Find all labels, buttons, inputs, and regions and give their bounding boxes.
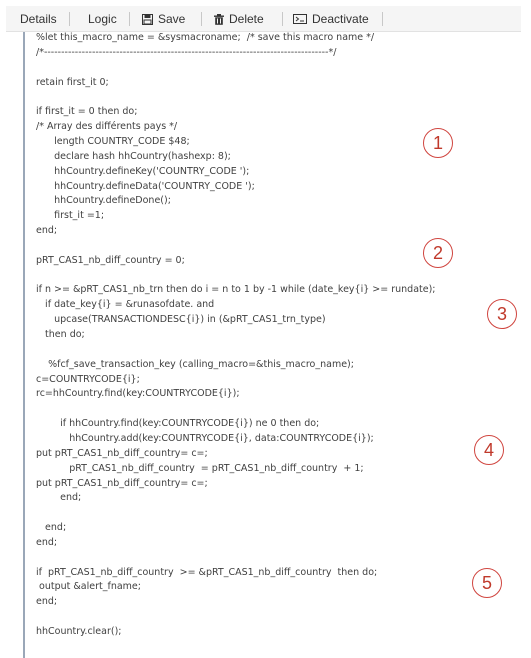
code-line: /*-----------------------------------------------------------------------------------*/	[36, 46, 337, 58]
code-line: put pRT_CAS1_nb_diff_country= c=;	[36, 477, 208, 489]
code-line: declare hash hhCountry(hashexp: 8);	[36, 150, 231, 162]
code-line: hhCountry.clear();	[36, 626, 122, 637]
code-line: end;	[36, 225, 58, 237]
editor-gutter-line	[24, 32, 25, 658]
code-line: hhCountry.defineDone();	[36, 195, 171, 207]
toolbar	[6, 6, 521, 32]
code-line: first_it =1;	[36, 210, 105, 222]
code-line: if first_it = 0 then do;	[36, 106, 138, 118]
code-line: retain first_it 0;	[36, 76, 109, 88]
toolbar-divider	[282, 12, 283, 26]
save-button[interactable]	[142, 6, 185, 32]
code-line: %let this_macro_name = &sysmacroname; /* save this macro name */	[36, 32, 375, 43]
code-line: %fcf_save_transaction_key (calling_macro=&this_macro_name);	[36, 358, 354, 370]
toolbar-divider	[129, 12, 130, 26]
code-line: pRT_CAS1_nb_diff_country = pRT_CAS1_nb_diff_country + 1;	[36, 462, 364, 474]
code-editor[interactable]	[6, 32, 521, 658]
details-label: Details	[20, 12, 57, 26]
code-line: if pRT_CAS1_nb_diff_country >= &pRT_CAS1_nb_diff_country then do;	[36, 566, 378, 578]
editor-gutter	[6, 32, 24, 658]
save-label: Save	[158, 12, 186, 26]
code-line: hhCountry.defineData('COUNTRY_CODE ');	[36, 180, 255, 192]
logic-tab[interactable]	[88, 6, 117, 32]
delete-icon	[214, 14, 224, 25]
code-line: put pRT_CAS1_nb_diff_country= c=;	[36, 447, 208, 459]
details-tab[interactable]	[20, 6, 57, 32]
code-line: end;	[36, 596, 58, 608]
code-line: length COUNTRY_CODE $48;	[36, 135, 190, 147]
deactivate-button[interactable]	[293, 6, 369, 32]
code-line: end;	[36, 522, 67, 534]
code-line: hhCountry.defineKey('COUNTRY_CODE ');	[36, 165, 250, 177]
delete-label: Delete	[229, 12, 264, 26]
code-line: end;	[36, 492, 82, 504]
toolbar-divider	[201, 12, 202, 26]
annotation-marker-2: 2	[423, 238, 453, 268]
code-line: if date_key{i} = &runasofdate. and	[36, 299, 215, 311]
code-line: if hhCountry.find(key:COUNTRYCODE{i}) ne 0 then do;	[36, 418, 320, 430]
code-line: if n >= &pRT_CAS1_nb_trn then do i = n to 1 by -1 while (date_key{i} >= rundate);	[36, 284, 436, 296]
toolbar-divider	[69, 12, 70, 26]
code-line: output &alert_fname;	[36, 581, 141, 593]
annotation-marker-5: 5	[472, 568, 502, 598]
logic-label: Logic	[88, 12, 117, 26]
annotation-marker-1: 1	[423, 128, 453, 158]
deactivate-label: Deactivate	[312, 12, 369, 26]
toolbar-divider	[382, 12, 383, 26]
code-line: /* Array des différents pays */	[36, 121, 178, 133]
save-icon	[142, 14, 153, 25]
annotation-marker-4: 4	[474, 435, 504, 465]
code-line: c=COUNTRYCODE{i};	[36, 373, 140, 385]
code-line: hhCountry.add(key:COUNTRYCODE{i}, data:COUNTRYCODE{i});	[36, 432, 374, 444]
deactivate-icon	[293, 14, 307, 24]
code-line: end;	[36, 536, 58, 548]
delete-button[interactable]	[214, 6, 264, 32]
code-line: then do;	[36, 329, 85, 340]
code-line: upcase(TRANSACTIONDESC{i}) in (&pRT_CAS1_trn_type)	[36, 314, 326, 326]
annotation-marker-3: 3	[487, 299, 517, 329]
code-line: pRT_CAS1_nb_diff_country = 0;	[36, 254, 185, 266]
code-line: rc=hhCountry.find(key:COUNTRYCODE{i});	[36, 388, 240, 400]
